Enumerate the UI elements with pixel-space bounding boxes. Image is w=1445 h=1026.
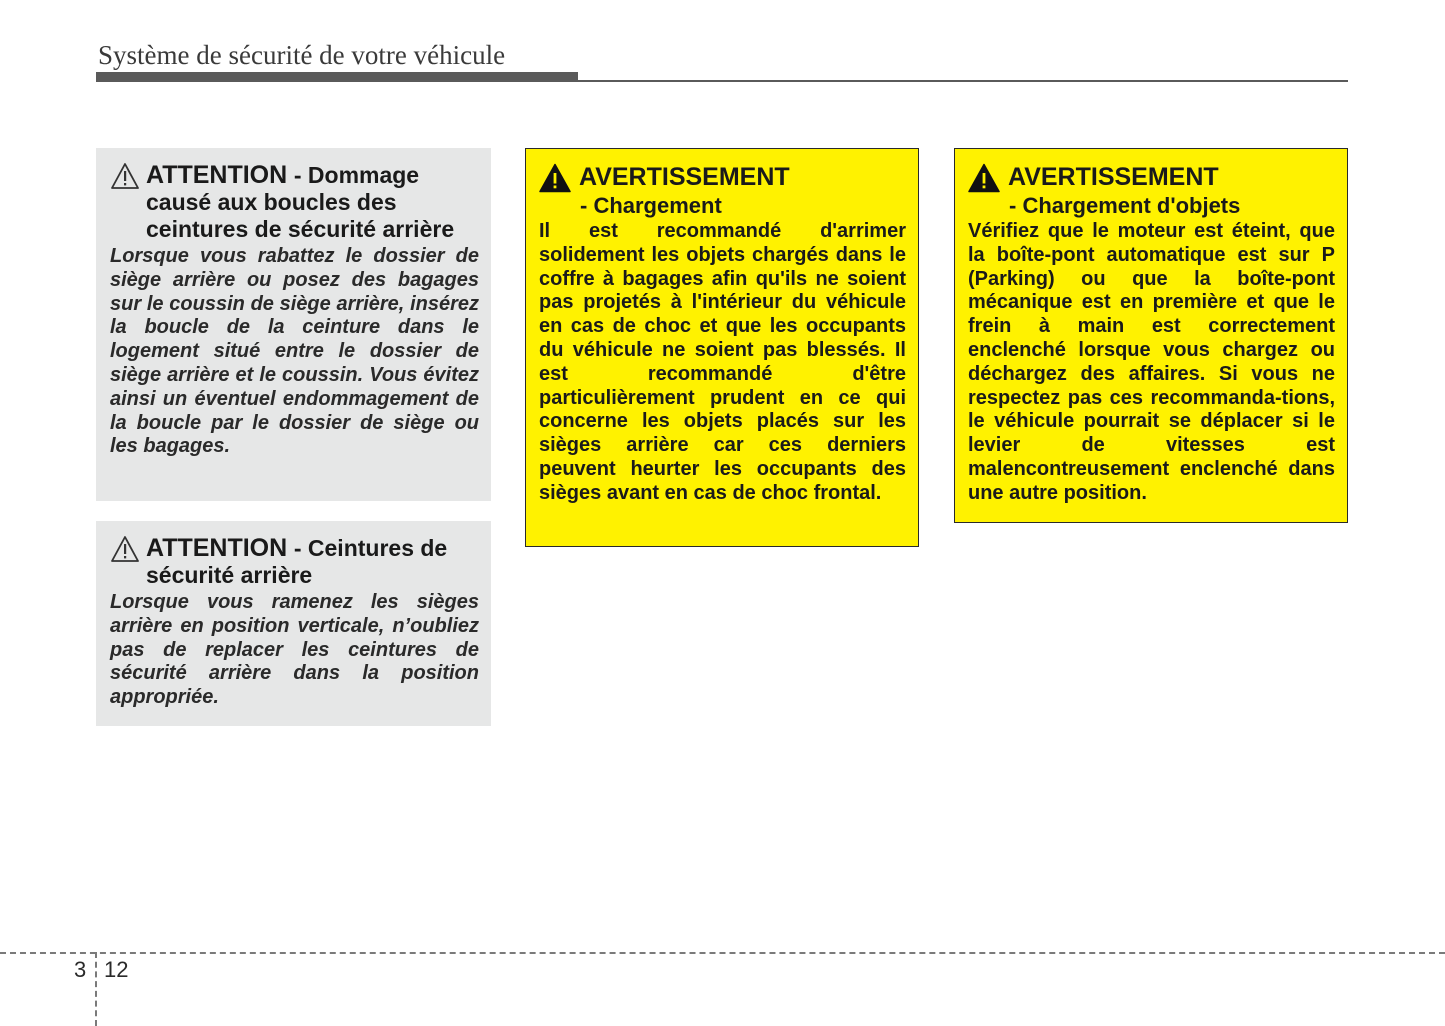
header-rule-thin <box>578 80 1348 82</box>
caution-box-rear-belts <box>96 521 491 726</box>
caution-label: ATTENTION <box>146 161 288 189</box>
page-number: 12 <box>104 957 129 982</box>
warning-label: AVERTISSEMENT <box>1008 163 1219 191</box>
warning-box-loading-objects <box>954 148 1348 523</box>
footer-dashed-rule <box>0 952 1445 954</box>
warning-body: Il est recommandé d'arrimer solidement les objets chargés dans le coffre à bagages afin qu'ils ne soient pas projetés à l'intérieur du véhicule en cas de choc et que les occupants du véhicule ne soient pas blessés. Il est recommandé d'être particulièrement prudent en ce qui concerne les objets placés sur les sièges arrière car ces derniers peuvent heurter les occupants des sièges avant en cas de choc frontal. <box>539 220 906 504</box>
warning-outline-icon <box>110 162 140 190</box>
warning-filled-icon <box>539 163 571 193</box>
caution-heading-text <box>146 535 479 589</box>
caution-title: - Dommage causé aux boucles des ceintures de sécurité arrière <box>146 162 455 242</box>
caution-label: ATTENTION <box>146 534 288 562</box>
page-header-title: Système de sécurité de votre véhicule <box>98 40 506 70</box>
warning-label: AVERTISSEMENT <box>579 163 790 191</box>
warning-heading <box>539 163 906 193</box>
caution-body: Lorsque vous ramenez les sièges arrière en position verticale, n’oubliez pas de replacer les ceintures de sécurité arrière dans la position appropriée. <box>110 591 479 709</box>
warning-subtitle: - Chargement <box>580 193 722 218</box>
header-rule-thick <box>96 72 578 82</box>
footer-dashed-divider <box>95 952 97 1026</box>
caution-box-buckles <box>96 148 491 501</box>
warning-heading <box>968 163 1335 193</box>
warning-outline-icon <box>110 535 140 563</box>
warning-box-loading <box>525 148 919 547</box>
warning-subtitle: - Chargement d'objets <box>1009 193 1241 218</box>
caution-body: Lorsque vous rabattez le dossier de siège arrière ou posez des bagages sur le coussin de siège arrière, insérez la boucle de la ceinture dans le logement situé entre le dossier de siège arrière et le coussin. Vous évitez ainsi un éventuel endommagement de la boucle par le dossier de siège ou les bagages. <box>110 245 479 458</box>
warning-filled-icon <box>968 163 1000 193</box>
caution-heading <box>110 535 479 589</box>
caution-heading <box>110 162 479 243</box>
caution-title: - Ceintures de sécurité arrière <box>146 535 448 588</box>
caution-heading-text <box>146 162 479 243</box>
page-chapter-number: 3 <box>74 957 87 982</box>
warning-body: Vérifiez que le moteur est éteint, que la boîte-pont automatique est sur P (Parking) ou que la boîte-pont mécanique est en première et que le frein à main est correctement enclenché lorsque vous chargez ou déchargez des affaires. Si vous ne respectez pas ces recommanda-tions, le véhicule pourrait se déplacer si le levier de vitesses est malencontreusement enclenché dans une autre position. <box>968 220 1335 504</box>
